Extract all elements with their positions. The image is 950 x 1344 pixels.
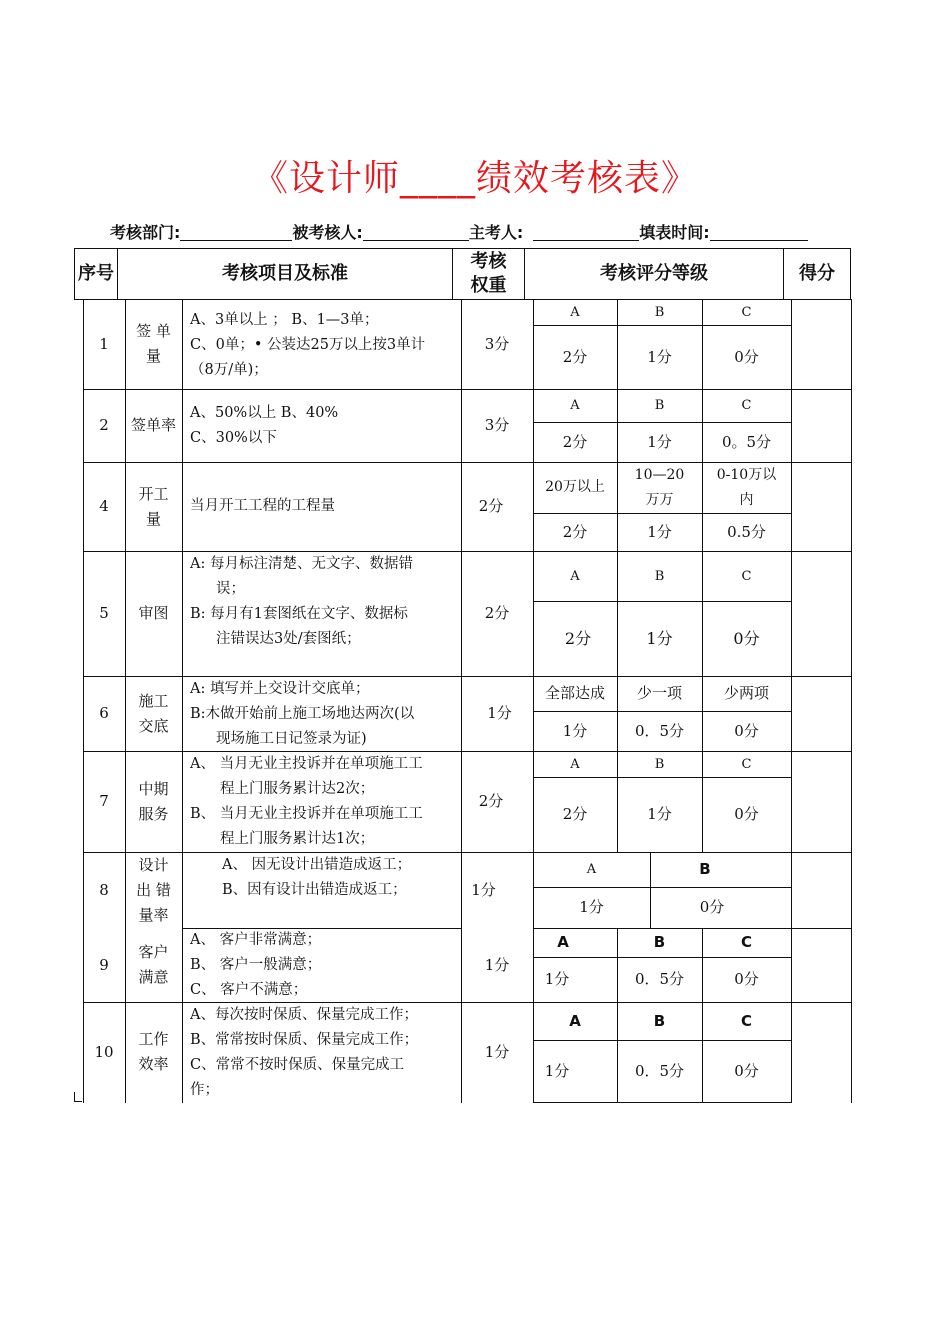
row-weight: 2分 [484, 604, 510, 622]
score-field[interactable] [791, 852, 851, 928]
grade-label: B [654, 756, 665, 772]
person-field[interactable] [363, 224, 469, 241]
grade-label: C [740, 933, 752, 951]
grade-label: A [570, 398, 580, 413]
grade-label: 全部达成 [544, 684, 605, 702]
grade-points: 0分 [734, 970, 759, 988]
row-weight: 1分 [471, 880, 496, 899]
grade-points: 0。5分 [721, 432, 772, 451]
row-weight: 1分 [484, 955, 510, 974]
grade-label: C [741, 568, 752, 584]
header-item: 考核项目及标准 [117, 248, 453, 300]
row-seq: 7 [99, 792, 109, 810]
grade-points: 0分 [733, 629, 760, 648]
grade-points: 0分 [734, 347, 759, 366]
grade-points: 1分 [647, 347, 672, 366]
row-weight: 2分 [478, 792, 504, 810]
row-standard: A、每次按时保质、保量完成工作； B、常常按时保质、保量完成工作； C、常常不按时保质、保量完成工 作； [190, 1007, 419, 1098]
date-field[interactable] [710, 224, 808, 241]
grade-points: 2分 [564, 629, 592, 648]
grade-label: 0-10万以内 [716, 466, 777, 508]
row-item-name: 客户满意 [138, 943, 169, 986]
header-seq: 序号 [74, 248, 118, 300]
grade-label: 少两项 [723, 684, 769, 702]
grade-points: 1分 [647, 522, 672, 541]
grade-points: 1分 [647, 805, 672, 823]
row-item-name: 施工交底 [138, 691, 169, 735]
grade-points: 2分 [562, 522, 588, 541]
grade-label: A [586, 862, 597, 877]
row-weight: 1分 [487, 704, 512, 722]
row-standard: A: 填写并上交设计交底单； B:木做开始前上施工场地达两次(以 现场施工日记签录为证) [190, 681, 415, 747]
row-seq: 9 [99, 955, 109, 974]
grade-label: B [654, 568, 665, 584]
row-weight: 2分 [478, 497, 504, 515]
page-title: 《设计师____绩效考核表》 [251, 158, 698, 199]
row-item-name: 签单率 [131, 416, 177, 434]
row-standard: A、 因无设计出错造成返工； B、因有设计出错造成返工； [222, 857, 412, 898]
row-item-name: 签 单量 [136, 322, 171, 365]
row-standard: A、 客户非常满意； B、 客户一般满意； C、 客户不满意； [190, 932, 322, 998]
grade-points: 0分 [734, 805, 759, 823]
grade-points: 2分 [562, 432, 588, 451]
row-item-name: 审图 [138, 604, 169, 622]
grade-label: B [654, 398, 665, 413]
grade-label: A [570, 568, 580, 584]
row-weight: 3分 [484, 416, 510, 434]
score-field[interactable] [791, 676, 851, 751]
grade-points: 1分 [647, 432, 672, 451]
grade-points: 0．5分 [634, 970, 685, 988]
row-seq: 6 [99, 704, 109, 722]
grade-points: 1分 [544, 1061, 570, 1080]
row-standard: A: 每月标注清楚、无文字、数据错 误； B: 每月有1套图纸在文字、数据标 注错误达3处/套图纸； [190, 556, 413, 647]
grade-label: A [557, 933, 569, 951]
grade-label: A [570, 304, 580, 320]
grade-label: 少一项 [636, 684, 682, 702]
score-field[interactable] [791, 751, 851, 852]
grade-points: 1分 [579, 898, 604, 916]
score-field[interactable] [791, 1002, 851, 1102]
grade-label: B [653, 933, 666, 951]
form-meta-line [110, 220, 840, 243]
grade-points: 0分 [699, 898, 725, 916]
date-label: 填表时间: [639, 223, 710, 242]
row-item-name: 工作效率 [138, 1030, 169, 1073]
row-weight: 3分 [484, 334, 510, 353]
grade-label: B [653, 1011, 666, 1030]
grade-points: 0．5分 [634, 1061, 685, 1080]
row-seq: 5 [99, 604, 109, 622]
grade-points: 0分 [734, 721, 759, 740]
row-seq: 1 [99, 334, 109, 353]
grade-points: 1分 [562, 721, 588, 740]
grade-label: A [570, 756, 580, 772]
row-item-name: 中期服务 [138, 779, 169, 823]
row-seq: 10 [94, 1042, 114, 1061]
row-standard: A、3单以上 ； B、1—3单； C、0单；• 公装达25万以上按3单计 （8万/单)； [190, 312, 426, 378]
score-field[interactable] [791, 389, 851, 462]
grade-label: 20万以上 [545, 479, 605, 495]
grade-label: C [740, 1011, 752, 1030]
grade-label: C [741, 398, 752, 413]
dept-field[interactable] [180, 224, 292, 241]
grade-points: 0．5分 [634, 721, 685, 740]
header-weight: 考核权重 [452, 248, 525, 300]
header-score: 得分 [783, 248, 851, 300]
person-label: 被考核人: [292, 223, 363, 242]
grade-points: 2分 [562, 805, 588, 823]
row-seq: 2 [99, 416, 109, 434]
score-field[interactable] [791, 462, 851, 551]
examiner-field[interactable] [533, 224, 639, 241]
score-field[interactable] [791, 928, 851, 1002]
grade-label: 10—20万万 [634, 466, 685, 508]
row-seq: 4 [99, 497, 109, 515]
dept-label: 考核部门: [110, 223, 181, 242]
row-standard: A、50%以上 B、40% C、30%以下 [190, 405, 339, 446]
row-standard: 当月开工工程的工程量 [190, 498, 335, 514]
grade-points: 1分 [544, 970, 570, 988]
examiner-label: 主考人: [468, 223, 524, 242]
score-field[interactable] [791, 551, 851, 676]
row-item-name: 开工量 [138, 484, 169, 528]
grade-points: 0分 [734, 1061, 759, 1080]
grade-points: 0.5分 [727, 522, 766, 541]
grade-label: A [569, 1011, 581, 1030]
grade-label: B [654, 304, 665, 320]
row-weight: 1分 [484, 1042, 510, 1061]
grade-label: B [699, 860, 711, 878]
grade-label: C [741, 756, 752, 772]
score-field[interactable] [791, 299, 851, 389]
row-seq: 8 [99, 880, 109, 899]
grade-points: 1分 [646, 629, 673, 648]
row-item-name: 设计出 错量率 [136, 855, 171, 924]
grade-points: 2分 [562, 347, 588, 366]
header-grade: 考核评分等级 [524, 248, 784, 300]
row-standard: A、 当月无业主投诉并在单项施工工 程上门服务累计达2次； B、 当月无业主投诉并在单项施工工 程上门服务累计达1次； [190, 756, 423, 847]
grade-label: C [741, 304, 752, 320]
